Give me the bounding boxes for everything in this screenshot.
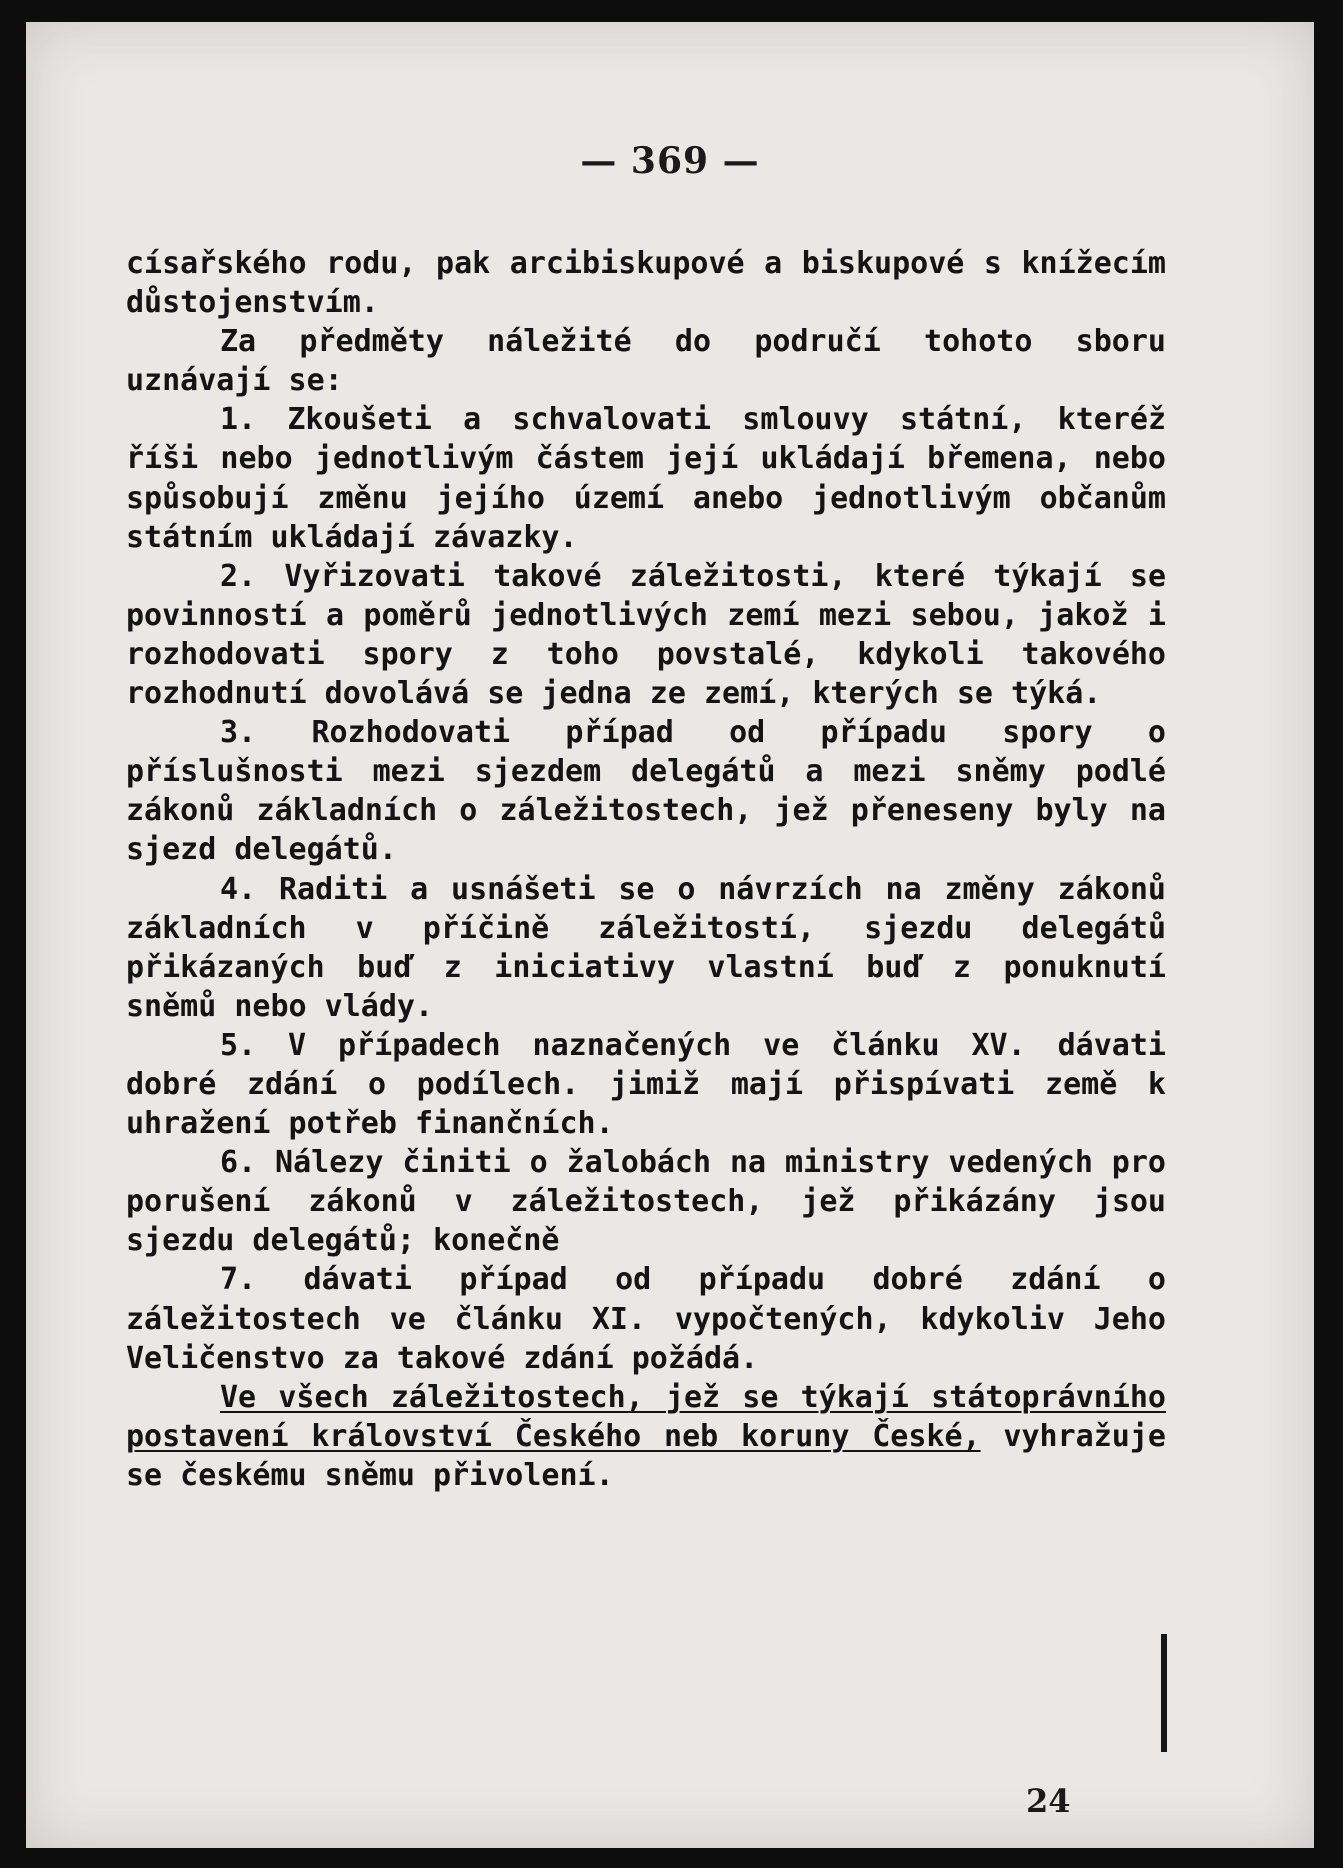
signature-mark: 24 xyxy=(1026,1782,1071,1820)
paragraph-intro: Za předměty náležité do područí tohoto sboru uznávají se: xyxy=(126,324,1166,399)
paragraph-item-2: 2. Vyřizovati takové záležitosti, které týkají se povinností a poměrů jednotlivých zemí mezi sebou, jakož i rozhodovati spory z toho povstalé, kdykoli takového rozhodnutí dovolává se jedna ze zemí, kterých se týká. xyxy=(126,558,1166,712)
page-number-header: — 369 — xyxy=(580,140,760,182)
paragraph-item-3: 3. Rozhodovati případ od případu spory o příslušnosti mezi sjezdem delegátů a mezi sněmy podlé zákonů základních o záležitostech, jež přeneseny byly na sjezd delegátů. xyxy=(126,715,1166,868)
paragraph-item-5: 5. V případech naznačených ve článku XV. dávati dobré zdání o podílech. jimiž mají přispívati země k uhražení potřeb finančních. xyxy=(126,1027,1166,1142)
paragraph-item-1: 1. Zkoušeti a schvalovati smlouvy státní, kteréž říši nebo jednotlivým částem její ukládají břemena, nebo spůsobují změnu jejího území anebo jednotlivým občanům státním ukládají závazky. xyxy=(126,402,1166,555)
page-body xyxy=(126,244,1166,1495)
underlined-passage: Ve všech záležitostech, jež se týkají státoprávního postavení království Českého neb koruny České, xyxy=(126,1379,1166,1454)
paragraph-item-7: 7. dávati případ od případu dobré zdání o záležitostech ve článku XI. vypočtených, kdykoliv Jeho Veličenstvo za takové zdání požádá. xyxy=(126,1262,1166,1376)
book-page xyxy=(26,22,1314,1848)
paragraph-item-4: 4. Raditi a usnášeti se o návrzích na změny zákonů základních v příčině záležitostí, sjezdu delegátů přikázaných buď z iniciativy vlastní buď z ponuknutí sněmů nebo vlády. xyxy=(126,871,1166,1024)
paragraph-continuation: císařského rodu, pak arcibiskupové a biskupové s knížecím důstojenstvím. xyxy=(126,246,1166,321)
margin-mark xyxy=(1161,1634,1167,1752)
paragraph-item-6: 6. Nálezy činiti o žalobách na ministry vedených pro porušení zákonů v záležitostech, jež přikázány jsou sjezdu delegátů; konečně xyxy=(126,1145,1166,1259)
final-paragraph-rest: vyhražuje se českému sněmu přivolení. xyxy=(126,1418,1166,1493)
paragraph-final xyxy=(126,1378,1166,1495)
